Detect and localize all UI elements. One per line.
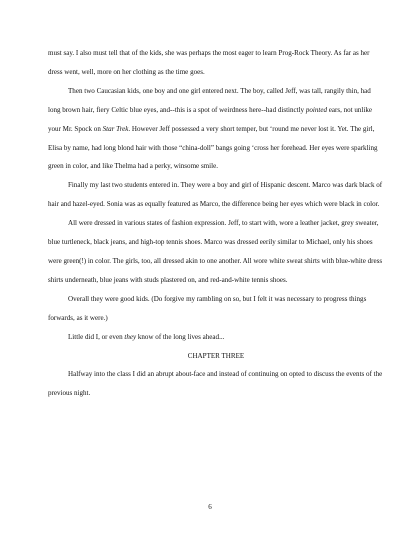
paragraph-7: Halfway into the class I did an abrupt about-face and instead of continuing on opted to discuss the events of the previous night. — [48, 370, 383, 398]
paragraph-3: Finally my last two students entered in. They were a boy and girl of Hispanic descent. Marco was dark black of hair and hazel-eyed. Sonia was as equally featured as Marco, the difference being her eyes which were black in color. — [48, 181, 383, 209]
page-number: 6 — [208, 503, 212, 511]
paragraph-5: Overall they were good kids. (Do forgive my rambling on so, but I felt it was necessary to progress things forwards, as it were.) — [48, 294, 367, 322]
paragraph-4: All were dressed in various states of fashion expression. Jeff, to start with, wore a leather jacket, grey sweater, blue turtleneck, black jeans, and high-top tennis shoes. Marco was dressed eerily similar to Michael, only his shoes were green(!) in color. The girls, too, all dressed akin to one another. All wore white sweat shirts with blue-white dress shirts underneath, blue jeans with studs plastered on, and red-and-white tennis shoes. — [48, 219, 383, 284]
paragraph-1: must say. I also must tell that of the kids, she was perhaps the most eager to learn Prog-Rock Theory. As far as her dress went, well, more on her clothing as the time goes. — [48, 49, 370, 76]
body-text — [48, 44, 384, 403]
paragraph-6: Little did I, or even they know of the long lives ahead... — [68, 332, 225, 341]
paragraph-2: Then two Caucasian kids, one boy and one girl entered next. The boy, called Jeff, was tall, rangily thin, had long brown hair, fiery Celtic blue eyes, and--this is a spot of weirdness here--had distinctly pointed ears, not unlike your Mr. Spock on Star Trek. However Jeff possessed a very short temper, but ‘round me never lost it. Yet. The girl, Elisa by name, had long blond hair with those “china-doll” bangs going ‘cross her forehead. Her eyes were sparkling green in color, and like Thelma had a perky, winsome smile. — [48, 86, 378, 171]
chapter-heading: CHAPTER THREE — [187, 351, 245, 360]
